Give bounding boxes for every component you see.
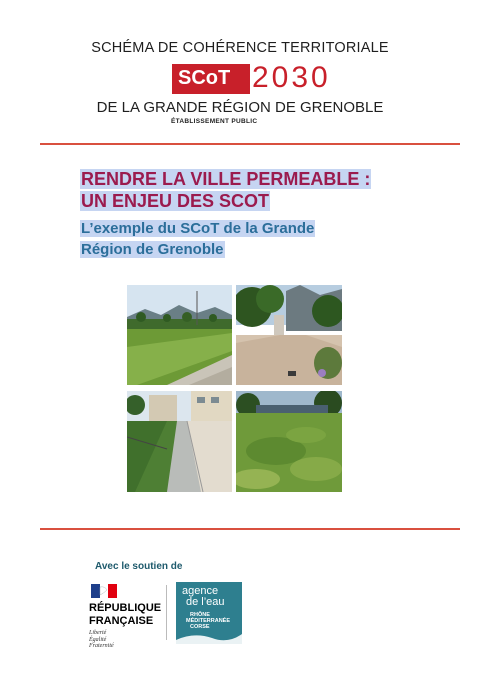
top-divider bbox=[40, 143, 460, 145]
title-line-1: RENDRE LA VILLE PERMEABLE : bbox=[81, 169, 371, 189]
rf-line-2: FRANÇAISE bbox=[89, 614, 154, 627]
subtitle-line-2: Région de Grenoble bbox=[81, 241, 224, 258]
support-label: Avec le soutien de bbox=[95, 561, 183, 572]
scot-region: DE LA GRANDE RÉGION DE GRENOBLE bbox=[96, 99, 384, 116]
logo-separator bbox=[166, 585, 167, 640]
photo-swale bbox=[127, 285, 232, 385]
scot-etablissement: ÉTABLISSEMENT PUBLIC bbox=[171, 118, 258, 125]
photo-meadow bbox=[236, 391, 342, 492]
document-subtitle bbox=[80, 218, 315, 260]
motto-fraternite: Fraternité bbox=[89, 643, 114, 649]
motto-egalite: Égalité bbox=[89, 636, 107, 643]
agence-line-1: agence bbox=[182, 585, 219, 597]
agence-line-5: CORSE bbox=[190, 624, 210, 630]
agence-line-3: RHÔNE bbox=[190, 612, 210, 618]
scot-year: 2030 bbox=[252, 61, 331, 94]
agence-line-2: de l’eau bbox=[186, 596, 225, 608]
scot-logo-text: SCoT bbox=[178, 67, 231, 89]
document-title bbox=[80, 168, 371, 212]
photo-square bbox=[236, 285, 342, 385]
bottom-divider bbox=[40, 528, 460, 530]
agence-line-4: MÉDITERRANÉE bbox=[186, 618, 231, 624]
scot-logo-box bbox=[172, 64, 250, 94]
subtitle-line-1: L’exemple du SCoT de la Grande bbox=[81, 220, 315, 237]
marianne-flag-icon bbox=[91, 584, 117, 598]
rf-line-1: RÉPUBLIQUE bbox=[89, 602, 162, 614]
agence-de-leau-logo bbox=[176, 582, 242, 644]
title-line-2: UN ENJEU DES SCOT bbox=[81, 191, 270, 211]
republique-francaise-logo bbox=[89, 602, 161, 627]
motto-liberte: Liberté bbox=[89, 630, 107, 636]
photo-street bbox=[127, 391, 232, 492]
scot-heading: SCHÉMA DE COHÉRENCE TERRITORIALE bbox=[91, 40, 389, 56]
rf-motto bbox=[89, 630, 114, 650]
